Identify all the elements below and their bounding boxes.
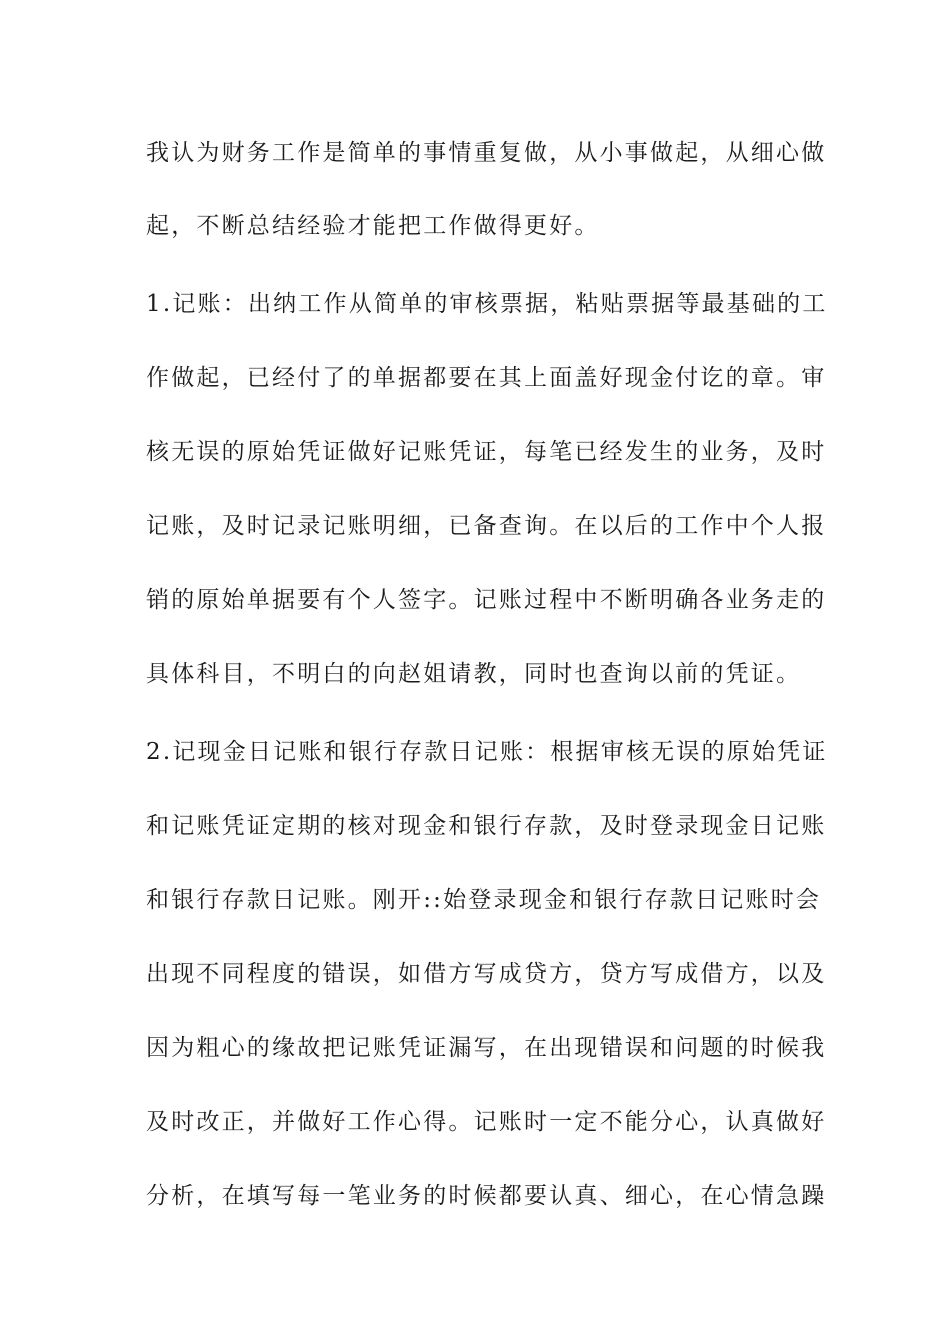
text-line: 和银行存款日记账。刚开::始登录现金和银行存款日记账时会 xyxy=(146,887,822,913)
text-line: 因为粗心的缘故把记账凭证漏写，在出现错误和问题的时候我 xyxy=(146,1035,827,1061)
text-line: 核无误的原始凭证做好记账凭证，每笔已经发生的业务，及时 xyxy=(146,439,827,465)
text-line: 2.记现金日记账和银行存款日记账：根据审核无误的原始凭证 xyxy=(146,739,828,765)
text-line: 记账，及时记录记账明细，已备查询。在以后的工作中个人报 xyxy=(146,513,827,539)
text-line: 和记账凭证定期的核对现金和银行存款，及时登录现金日记账 xyxy=(146,813,827,839)
text-line: 分析，在填写每一笔业务的时候都要认真、细心，在心情急躁 xyxy=(146,1183,827,1209)
text-line: 销的原始单据要有个人签字。记账过程中不断明确各业务走的 xyxy=(146,587,827,613)
text-line: 作做起，已经付了的单据都要在其上面盖好现金付讫的章。审 xyxy=(146,365,827,391)
text-line: 起，不断总结经验才能把工作做得更好。 xyxy=(146,213,600,239)
text-line: 具体科目，不明白的向赵姐请教，同时也查询以前的凭证。 xyxy=(146,661,802,687)
text-line: 我认为财务工作是简单的事情重复做，从小事做起，从细心做 xyxy=(146,140,827,166)
text-line: 1.记账：出纳工作从简单的审核票据，粘贴票据等最基础的工 xyxy=(146,291,828,317)
text-line: 及时改正，并做好工作心得。记账时一定不能分心，认真做好 xyxy=(146,1109,827,1135)
text-line: 出现不同程度的错误，如借方写成贷方，贷方写成借方，以及 xyxy=(146,961,827,987)
